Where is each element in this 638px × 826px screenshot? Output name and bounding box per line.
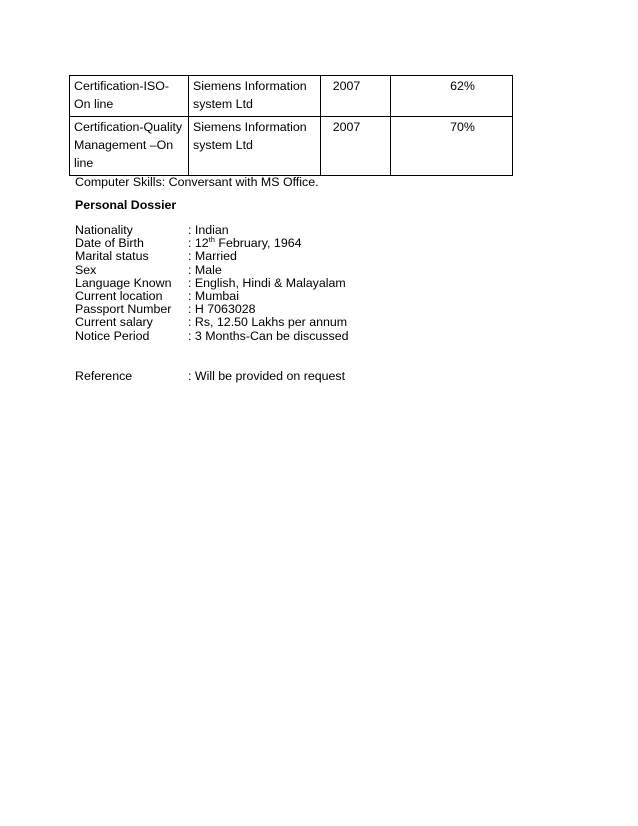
section-title: Personal Dossier: [75, 198, 177, 212]
field-label: Marital status: [75, 249, 149, 264]
reference-row: [75, 369, 345, 383]
dossier-row-sex: [75, 264, 348, 277]
year-cell: 2007: [321, 76, 391, 117]
field-label: Reference: [75, 369, 133, 383]
table-row: [70, 117, 513, 176]
dob-day: : 12: [188, 236, 209, 251]
field-value: : Married: [188, 249, 237, 264]
dossier-row-marital: [75, 250, 348, 263]
field-label: Language Known: [75, 275, 172, 290]
personal-dossier-list: [75, 224, 348, 343]
field-label: Current salary: [75, 315, 153, 330]
field-label: Current location: [75, 288, 163, 303]
score-cell: 62%: [391, 76, 513, 117]
dob-rest: February, 1964: [214, 236, 302, 251]
year-cell: 2007: [321, 117, 391, 176]
certification-table: [69, 75, 513, 176]
dossier-row-salary: [75, 316, 348, 329]
dob-ordinal: th: [208, 235, 215, 245]
institute-cell: Siemens Information system Ltd: [189, 117, 321, 176]
field-label: Notice Period: [75, 328, 150, 343]
computer-skills-text: Computer Skills: Conversant with MS Office.: [75, 175, 319, 189]
field-value: : English, Hindi & Malayalam: [188, 275, 346, 290]
course-cell: Certification-Quality Management –On line: [70, 117, 189, 176]
dossier-row-language: [75, 277, 348, 290]
table-row: [70, 76, 513, 117]
field-value: : Rs, 12.50 Lakhs per annum: [188, 315, 348, 330]
field-value: : Will be provided on request: [188, 369, 346, 383]
field-value: : H 7063028: [188, 302, 256, 317]
field-value: : Mumbai: [188, 288, 239, 303]
score-cell: 70%: [391, 117, 513, 176]
field-value: : 3 Months-Can be discussed: [188, 328, 349, 343]
field-value: : Indian: [188, 223, 229, 237]
field-label: Passport Number: [75, 302, 172, 317]
field-label: Sex: [75, 262, 97, 277]
dossier-row-notice: [75, 330, 348, 343]
field-label: Nationality: [75, 223, 133, 237]
field-value: : Male: [188, 262, 222, 277]
course-cell: Certification-ISO-On line: [70, 76, 189, 117]
field-label: Date of Birth: [75, 236, 144, 251]
institute-cell: Siemens Information system Ltd: [189, 76, 321, 117]
